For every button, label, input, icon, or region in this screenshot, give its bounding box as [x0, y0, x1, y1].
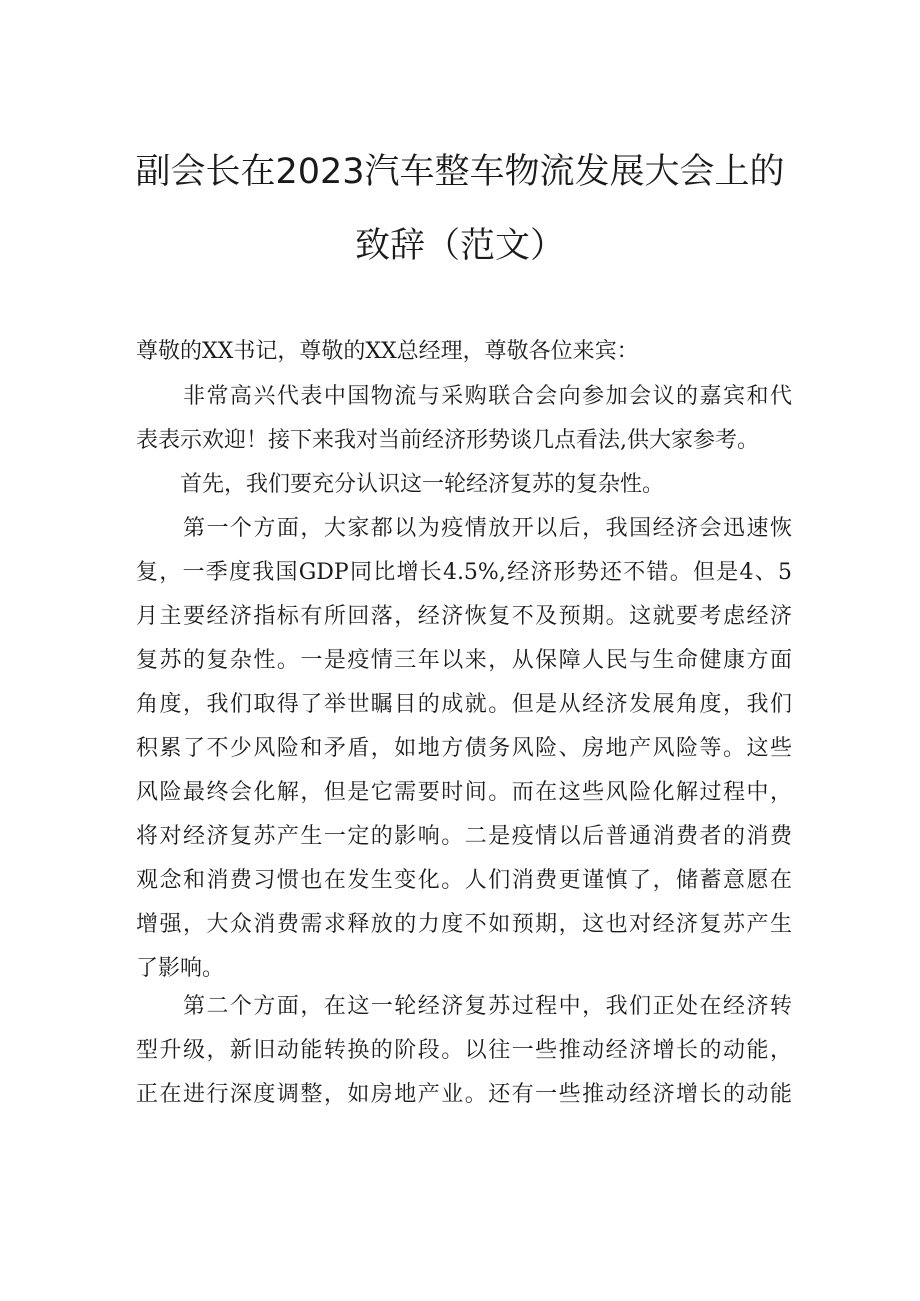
- paragraph-line: 型升级，新旧动能转换的阶段。以往一些推动经济增长的动能，: [136, 1038, 792, 1063]
- paragraph-line: 角度，我们取得了举世瞩目的成就。但是从经济发展角度，我们: [136, 692, 792, 717]
- paragraph-line: 观念和消费习惯也在发生变化。人们消费更谨慎了，储蓄意愿在: [136, 868, 792, 893]
- paragraph-line: 增强，大众消费需求释放的力度不如预期，这也对经济复苏产生: [136, 912, 792, 937]
- paragraph-line: 非常高兴代表中国物流与采购联合会向参加会议的嘉宾和代: [136, 384, 792, 409]
- paragraph-line: 第一个方面，大家都以为疫情放开以后，我国经济会迅速恢: [136, 516, 792, 541]
- paragraph-welcome: [136, 375, 792, 463]
- document-title-line-1: 副会长在2023汽车整车物流发展大会上的: [135, 152, 785, 192]
- paragraph-line: 表表示欢迎！接下来我对当前经济形势谈几点看法,供大家参考。: [136, 428, 759, 453]
- salutation: [136, 330, 792, 374]
- paragraph-line: 风险最终会化解，但是它需要时间。而在这些风险化解过程中，: [136, 780, 792, 805]
- paragraph-aspect-two: [136, 985, 792, 1117]
- paragraph-line: 月主要经济指标有所回落，经济恢复不及预期。这就要考虑经济: [136, 604, 792, 629]
- paragraph-first: [136, 463, 792, 507]
- paragraph-line: 正在进行深度调整，如房地产业。还有一些推动经济增长的动能: [136, 1082, 792, 1107]
- paragraph-line: 复，一季度我国GDP同比增长4.5%,经济形势还不错。但是4、5: [136, 560, 792, 585]
- paragraph-line: 将对经济复苏产生一定的影响。二是疫情以后普通消费者的消费: [136, 824, 792, 849]
- paragraph-line: 第二个方面，在这一轮经济复苏过程中，我们正处在经济转: [136, 994, 792, 1019]
- document-title-line-2: 致辞（范文）: [354, 226, 565, 266]
- paragraph-aspect-one: [136, 507, 792, 991]
- salutation-line: 尊敬的XX书记，尊敬的XX总经理，尊敬各位来宾：: [136, 339, 639, 364]
- paragraph-line: 了影响。: [136, 956, 225, 981]
- paragraph-line: 积累了不少风险和矛盾，如地方债务风险、房地产风险等。这些: [136, 736, 792, 761]
- paragraph-line: 复苏的复杂性。一是疫情三年以来，从保障人民与生命健康方面: [136, 648, 792, 673]
- paragraph-line: 首先，我们要充分认识这一轮经济复苏的复杂性。: [136, 472, 665, 497]
